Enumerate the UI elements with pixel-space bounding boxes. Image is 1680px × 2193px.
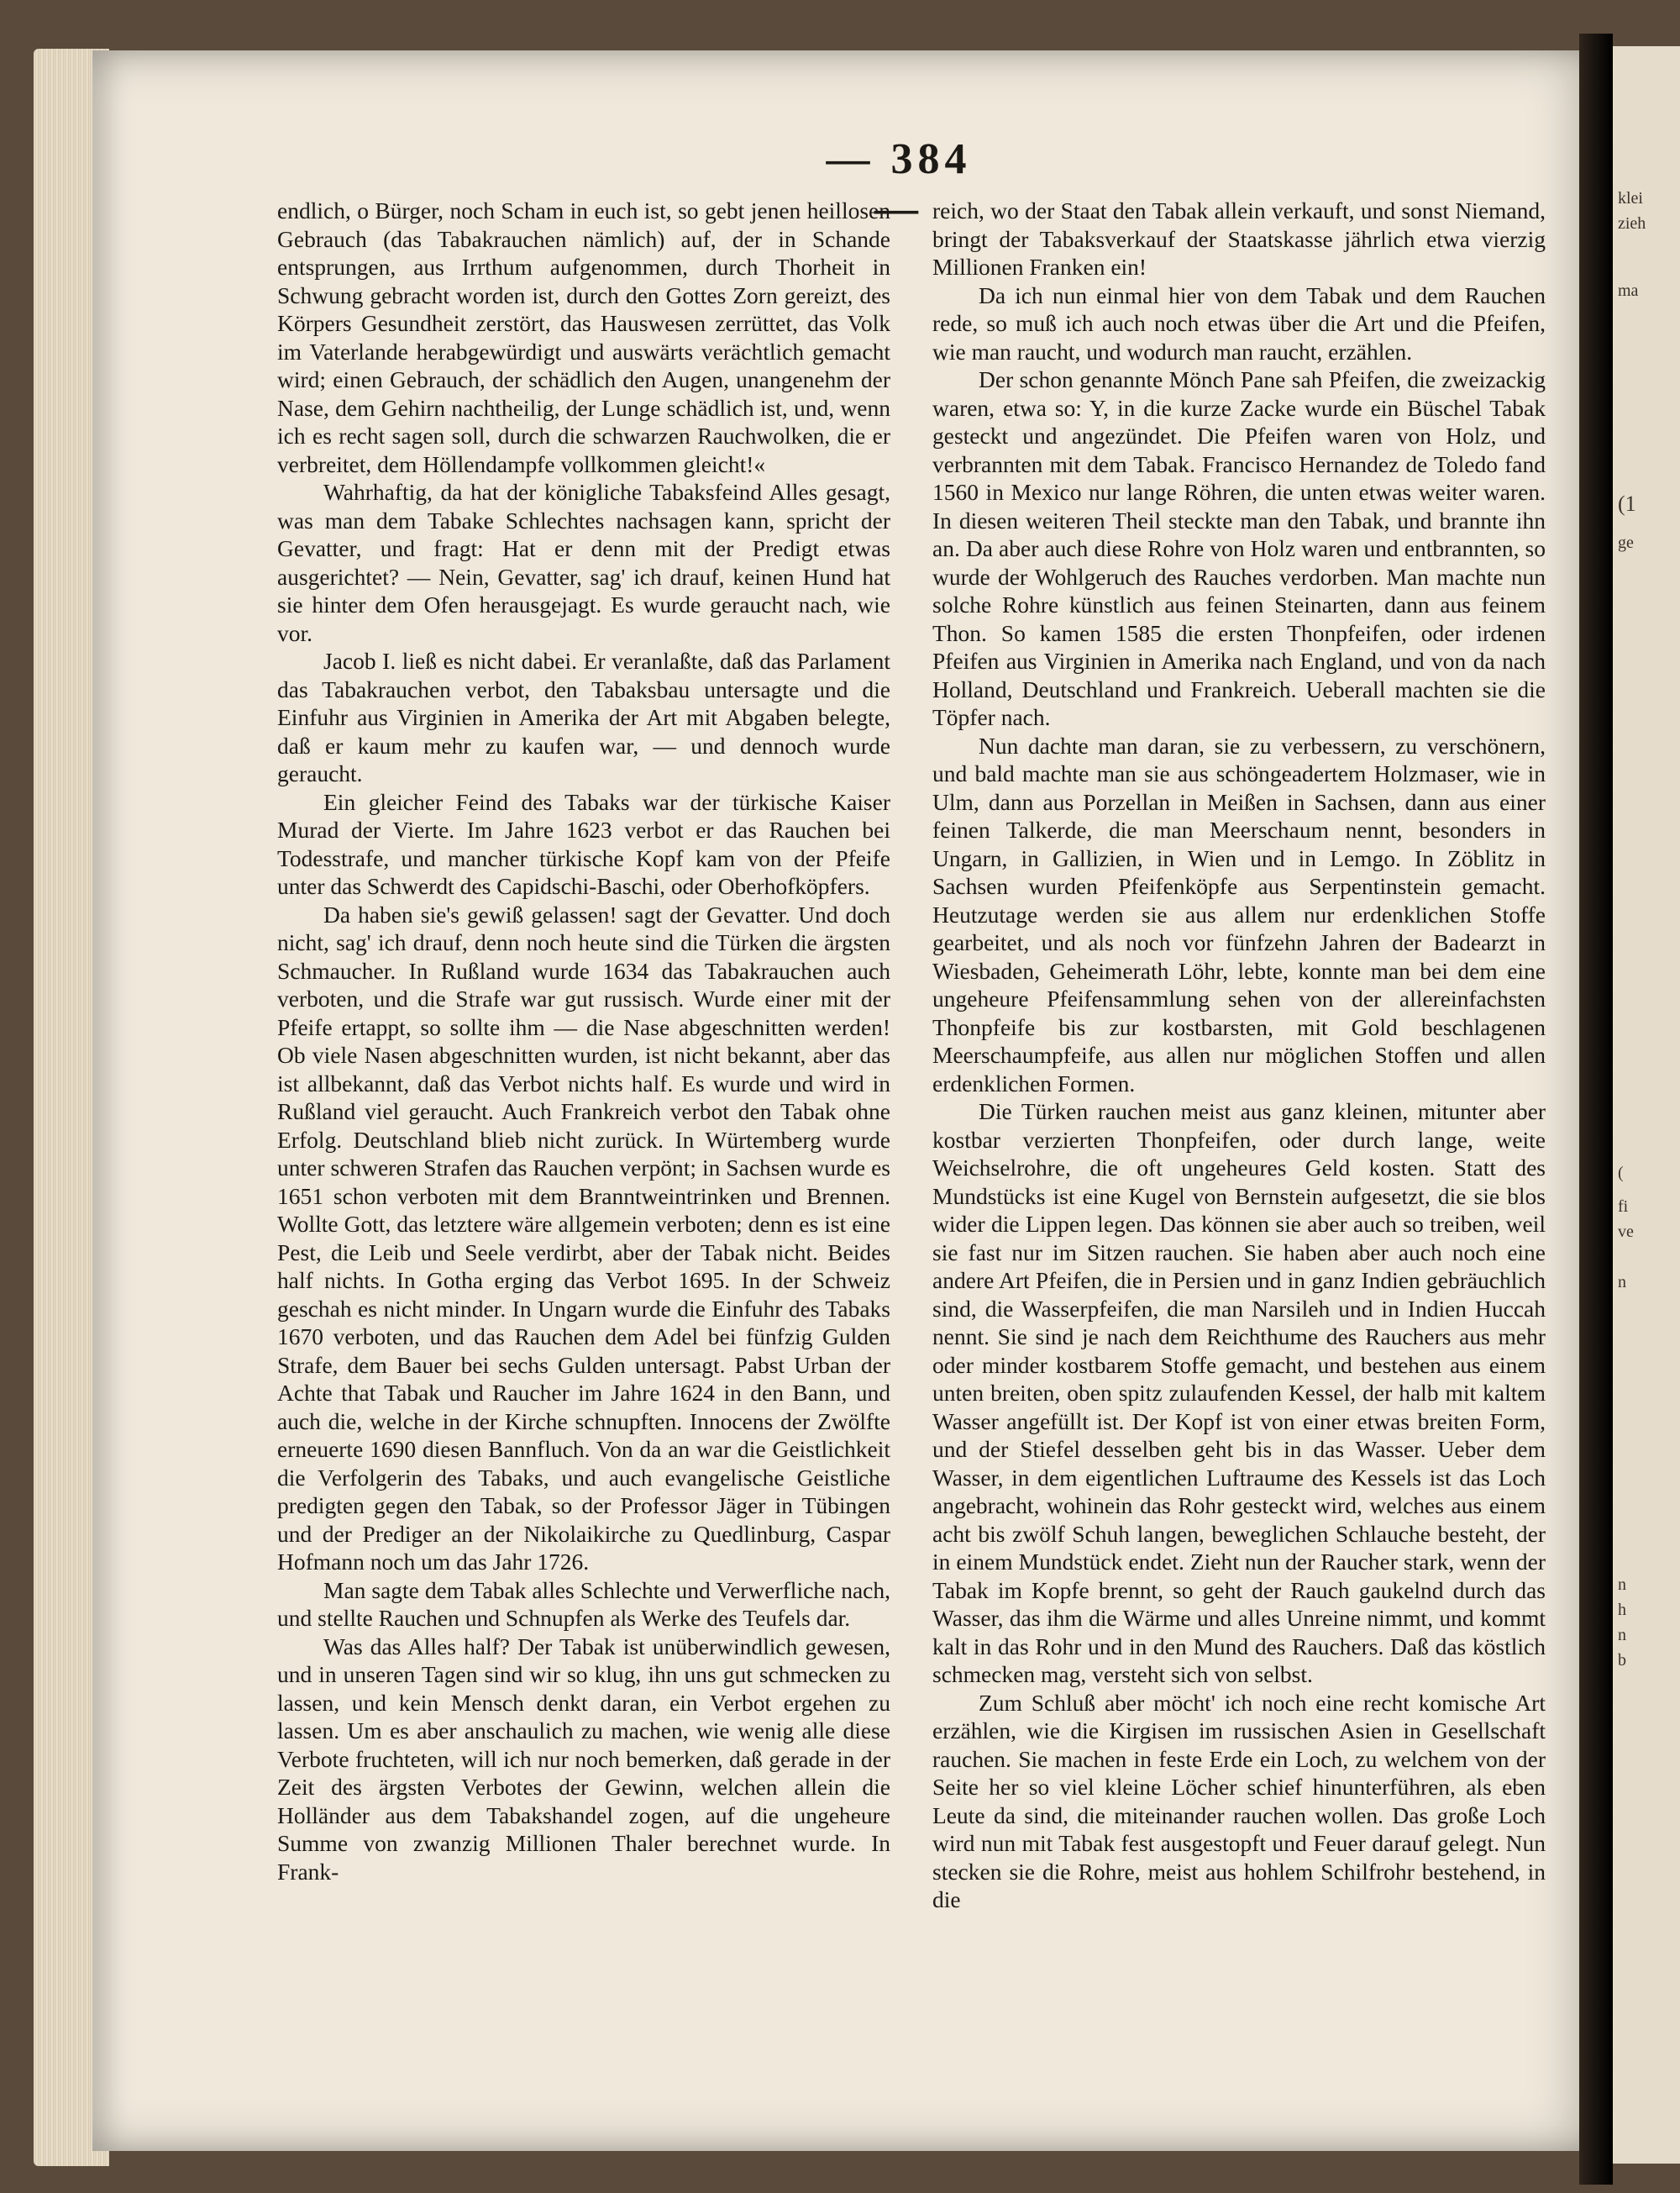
paragraph: Der schon genannte Mönch Pane sah Pfeifen, die zweizackig waren, etwa so: Y, in die kurze Zacke wurde ein Büschel Tabak gesteckt und angezündet. Die Pfeifen waren von Holz, und verbrannten mit dem Tabak. Francisco Hernandez de Toledo fand 1560 in Mexico nur lange Röhren, die unten etwas weiter waren. In diesen weiteren Theil steckte man den Tabak, und brannte ihn an. Da aber auch diese Rohre von Holz waren und entbrannten, so wurde der Wohlgeruch des Rauches verdorben. Man machte nun solche Rohre künstlich aus feinen Steinarten, dann aus feinem Thon. So kamen 1585 die ersten Thonpfeifen, oder irdenen Pfeifen aus Virginien in Amerika nach England, und von da nach Holland, Deutschland und Frankreich. Ueberall machten sie die Töpfer nach.: [932, 366, 1546, 730]
next-page-fragment: zieh: [1618, 214, 1646, 233]
next-page-fragment: klei: [1618, 189, 1643, 208]
page-number: — 384 —: [826, 135, 972, 233]
right-column: [932, 197, 1546, 1914]
paragraph: Da ich nun einmal hier von dem Tabak und dem Rauchen rede, so muß ich auch noch etwas über die Art und die Pfeifen, wie man raucht, und wodurch man raucht, erzählen.: [932, 281, 1546, 365]
next-page-fragment: ma: [1618, 281, 1639, 300]
paragraph: Da haben sie's gewiß gelassen! sagt der Gevatter. Und doch nicht, sag' ich drauf, denn noch heute sind die Türken die ärgsten Schmaucher. In Rußland wurde 1634 das Tabakrauchen auch verboten, und die Strafe war gut russisch. Wurde einer mit der Pfeife ertappt, so sollte ihm — die Nase abgeschnitten werden! Ob viele Nasen abgeschnitten wurden, ist nicht bekannt, aber das ist allbekannt, daß das Verbot nichts half. Es wurde und wird in Rußland viel geraucht. Auch Frankreich verbot den Tabak ohne Erfolg. Deutschland blieb nicht zurück. In Würtemberg wurde unter schweren Strafen das Rauchen verpönt; in Sachsen wurde es 1651 schon verboten mit dem Branntweintrinken und Brennen. Wollte Gott, das letztere wäre allgemein verboten; denn es ist eine Pest, die Leib und Seele verdirbt, aber der Tabak nicht. Beides half nichts. In Gotha erging das Verbot 1695. In der Schweiz geschah es nicht minder. In Ungarn wurde die Einfuhr des Tabaks 1670 verboten, und das Rauchen dem Adel bei fünfzig Gulden Strafe, dem Bauer bei sechs Gulden untersagt. Pabst Urban der Achte that Tabak und Raucher im Jahre 1624 in den Bann, und auch die, welche in der Kirche schnupften. Innocens der Zwölfte erneuerte 1690 diesen Bannfluch. Von da an war die Geistlichkeit die Verfolgerin des Tabaks, und auch evangelische Geistliche predigten gegen den Tabak, so der Professor Jäger in Tübingen und der Prediger an der Nikolaikirche zu Quedlinburg, Caspar Hofmann noch um das Jahr 1726.: [277, 901, 890, 1575]
next-page-fragment: (: [1618, 1164, 1624, 1182]
next-page-fragment: n: [1618, 1273, 1626, 1291]
paragraph: Zum Schluß aber möcht' ich noch eine recht komische Art erzählen, wie die Kirgisen im russischen Asien in Gesellschaft rauchen. Sie machen in feste Erde ein Loch, zu welchem von der Seite her so viel kleine Löcher schief hinunterführen, als eben Leute da sind, die miteinander rauchen wollen. Das große Loch wird nun mit Tabak fest ausgestopft und Feuer darauf gelegt. Nun stecken sie die Rohre, meist aus hohlem Schilfrohr bestehend, in die: [932, 1689, 1546, 1912]
paragraph: Nun dachte man daran, sie zu verbessern, zu verschönern, und bald machte man sie aus schöngeadertem Holzmaser, wie in Ulm, dann aus Porzellan in Meißen in Sachsen, dann aus einer feinen Talkerde, die man Meerschaum nennt, besonders in Ungarn, in Gallizien, in Wien und in Lemgo. In Zöblitz in Sachsen wurden Pfeifenköpfe aus Serpentinstein gemacht. Heutzutage werden sie aus allem nur erdenklichen Stoffe gearbeitet, und als noch vor fünfzehn Jahren der Badearzt in Wiesbaden, Geheimerath Löhr, lebte, konnte man bei dem eine ungeheure Pfeifensammlung sehen von der allereinfachsten Thonpfeife bis zur kostbarsten, mit Gold beschlagenen Meerschaumpfeife, aus allen nur möglichen Stoffen und allen erdenklichen Formen.: [932, 732, 1546, 1096]
left-column: [277, 197, 890, 1885]
book-gutter: [1579, 34, 1613, 2185]
next-page-fragment: b: [1618, 1651, 1626, 1670]
paragraph: Was das Alles half? Der Tabak ist unüberwindlich gewesen, und in unseren Tagen sind wir so klug, ihn uns gut schmecken zu lassen, und kein Mensch denkt daran, ein Verbot ergehen zu lassen. Um es aber anschaulich zu machen, wie wenig alle diese Verbote fruchteten, will ich nur noch bemerken, daß gerade in der Zeit des ärgsten Verbotes der Gewinn, welchen allein die Holländer aus dem Tabakshandel zogen, auf die ungeheure Summe von zwanzig Millionen Thaler berechnet wurde. In Frank-: [277, 1633, 890, 1885]
next-page-fragment: n: [1618, 1626, 1626, 1644]
next-page-fragment: h: [1618, 1601, 1626, 1619]
next-page-fragment: ve: [1618, 1223, 1634, 1241]
paragraph: Wahrhaftig, da hat der königliche Tabaksfeind Alles gesagt, was man dem Tabake Schlechtes nachsagen kann, spricht der Gevatter, und fragt: Hat er denn mit der Predigt etwas ausgerichtet? — Nein, Gevatter, sag' ich drauf, keinen Hund hat sie hinter dem Ofen herausgejagt. Es wurde geraucht nach, wie vor.: [277, 479, 890, 646]
paragraph: Die Türken rauchen meist aus ganz kleinen, mitunter aber kostbar verzierten Thonpfeifen, oder durch lange, weite Weichselrohre, die oft ungeheures Geld kosten. Statt des Mundstücks ist eine Kugel von Bernstein aufgesetzt, die sie blos wider die Lippen legen. Das können sie aber auch so treiben, weil sie fast nur im Sitzen rauchen. Sie haben aber auch noch eine andere Art Pfeifen, die in Persien und in ganz Indien gebräuchlich sind, die Wasserpfeifen, die man Narsileh und in Indien Huccah nennt. Sie sind je nach dem Reichthume des Rauchers aus mehr oder minder kostbarem Stoffe gemacht, und bestehen aus einem unten breiten, oben spitz zulaufenden Kessel, der halb mit kaltem Wasser angefüllt ist. Der Kopf ist von einer etwas breiten Form, und der Stiefel desselben geht bis in das Wasser. Ueber dem Wasser, in dem eigentlichen Luftraume des Kessels ist das Loch angebracht, wohinein das Rohr gesteckt wird, welches aus einem acht bis zwölf Schuh langen, beweglichen Schlauche besteht, der in einem Mundstück endet. Zieht nun der Raucher stark, wenn der Tabak im Kopfe brennt, so geht der Rauch gaukelnd durch das Wasser, das ihm die Wärme und alles Unreine nimmt, und kommt kalt in das Rohr und in den Mund des Rauchers. Daß das köstlich schmecken mag, versteht sich von selbst.: [932, 1098, 1546, 1687]
paragraph: reich, wo der Staat den Tabak allein verkauft, und sonst Niemand, bringt der Tabaksverkauf der Staatskasse jährlich etwa vierzig Millionen Franken ein!: [932, 197, 1546, 280]
next-page-fragment: (1: [1618, 492, 1636, 516]
paragraph: Jacob I. ließ es nicht dabei. Er veranlaßte, daß das Parlament das Tabakrauchen verbot, den Tabaksbau untersagte und die Einfuhr aus Virginien in Amerika der Art mit Abgaben belegte, daß er kaum mehr zu kaufen war, — und dennoch wurde geraucht.: [277, 648, 890, 786]
paragraph: Man sagte dem Tabak alles Schlechte und Verwerfliche nach, und stellte Rauchen und Schnupfen als Werke des Teufels dar.: [277, 1576, 890, 1631]
paragraph: Ein gleicher Feind des Tabaks war der türkische Kaiser Murad der Vierte. Im Jahre 1623 verbot er das Rauchen bei Todesstrafe, und mancher türkische Kopf kam von der Pfeife unter das Schwerdt des Capidschi-Baschi, oder Oberhofköpfers.: [277, 788, 890, 899]
next-page-edge: [1613, 46, 1680, 2164]
paragraph: endlich, o Bürger, noch Scham in euch ist, so gebt jenen heillosen Gebrauch (das Tabakrauchen nämlich) auf, der in Schande entsprungen, aus Irrthum aufgenommen, durch Thorheit in Schwung gebracht worden ist, durch den Gottes Zorn gereizt, des Körpers Gesundheit zerstört, das Hauswesen zerrüttet, das Volk im Vaterlande herabgewürdigt und auswärts verächtlich gemacht wird; einen Gebrauch, der schädlich den Augen, unangenehm der Nase, dem Gehirn nachtheilig, der Lunge schädlich ist, und, wenn ich es recht sagen soll, durch die schwarzen Rauchwolken, die er verbreitet, dem Höllendampfe vollkommen gleicht!«: [277, 197, 890, 477]
next-page-fragment: n: [1618, 1575, 1626, 1594]
next-page-fragment: ge: [1618, 534, 1634, 552]
next-page-fragment: fi: [1618, 1197, 1629, 1216]
